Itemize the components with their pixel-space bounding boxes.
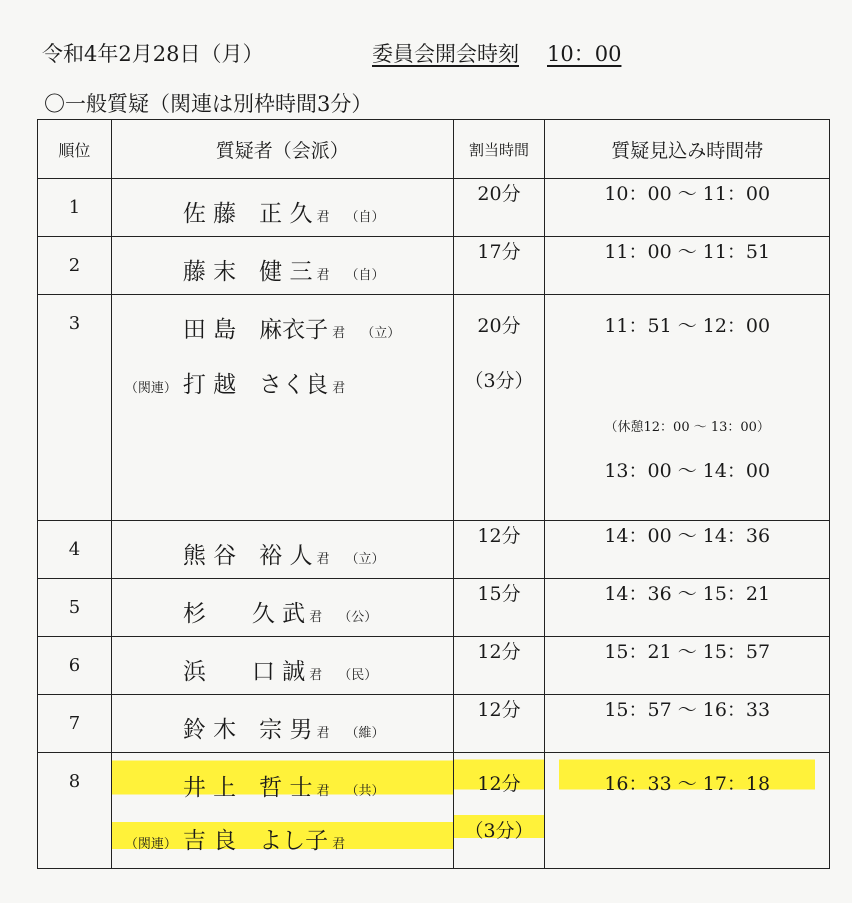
honorific: 君 <box>316 268 330 283</box>
rank: 4 <box>38 521 112 579</box>
rank: 6 <box>38 637 112 695</box>
allocated-time-cell <box>453 753 545 869</box>
party: （民） <box>338 668 378 683</box>
party: （立） <box>345 552 385 567</box>
header-rank: 順位 <box>38 120 112 179</box>
allocated-time: 20分 <box>453 179 545 237</box>
related-tag: （関連） <box>124 381 177 396</box>
header-allocated-time: 割当時間 <box>453 120 545 179</box>
honorific: 君 <box>309 668 323 683</box>
table-header-row <box>38 120 830 179</box>
questioner-name: 藤 末 健 三 <box>182 259 313 285</box>
honorific: 君 <box>316 552 330 567</box>
related-questioner-name: 吉 良 よし子 <box>182 828 329 854</box>
highlighted-line <box>112 753 453 802</box>
questioner-cell <box>111 179 453 237</box>
questioner-cell <box>111 753 453 869</box>
questioner-name: 田 島 麻衣子 <box>182 317 329 343</box>
header-questioner: 質疑者（会派） <box>111 120 453 179</box>
allocated-time: 12分 <box>454 753 545 796</box>
honorific: 君 <box>332 326 346 341</box>
table-row <box>38 295 830 521</box>
table-row <box>38 237 830 295</box>
allocated-time: 12分 <box>453 521 545 579</box>
party: （維） <box>345 726 385 741</box>
rank: 5 <box>38 579 112 637</box>
questioner-name: 井 上 哲 士 <box>182 775 313 801</box>
questioner-name: 熊 谷 裕 人 <box>182 543 313 569</box>
time-slot: 10：00 ～ 11：00 <box>545 179 830 237</box>
start-label: 委員会開会時刻 <box>372 42 519 66</box>
questioner-cell <box>111 695 453 753</box>
header-time-slot: 質疑見込み時間帯 <box>545 120 830 179</box>
header-date: 令和4年2月28日（月） <box>42 42 264 66</box>
related-questioner-name: 打 越 さく良 <box>182 372 329 398</box>
related-allocated-time: （3分） <box>454 810 545 843</box>
allocated-time-cell <box>453 295 545 521</box>
table-row <box>38 695 830 753</box>
honorific: 君 <box>316 726 330 741</box>
party: （自） <box>345 210 385 225</box>
rank: 1 <box>38 179 112 237</box>
time-slot: 14：36 ～ 15：21 <box>545 579 830 637</box>
questioner-cell <box>111 637 453 695</box>
party: （立） <box>361 326 401 341</box>
header-start <box>372 38 621 68</box>
questioner-cell <box>111 237 453 295</box>
time-slot-cell <box>545 295 830 521</box>
time-slot: 14：00 ～ 14：36 <box>545 521 830 579</box>
questioner-name: 佐 藤 正 久 <box>182 201 313 227</box>
start-time: 10：00 <box>547 42 622 66</box>
honorific: 君 <box>316 784 330 799</box>
rank: 7 <box>38 695 112 753</box>
schedule-table <box>37 119 830 869</box>
allocated-time: 12分 <box>453 637 545 695</box>
questioner-name: 鈴 木 宗 男 <box>182 717 313 743</box>
time-slot: 15：57 ～ 16：33 <box>545 695 830 753</box>
time-slot: 15：21 ～ 15：57 <box>545 637 830 695</box>
time-slot-2: 13：00 ～ 14：00 <box>604 460 771 482</box>
allocated-time: 17分 <box>453 237 545 295</box>
honorific: 君 <box>332 381 346 396</box>
time-slot: 11：51 ～ 12：00 <box>604 315 771 337</box>
questioner-cell <box>111 579 453 637</box>
related-tag: （関連） <box>124 837 177 852</box>
honorific: 君 <box>309 610 323 625</box>
section-title: 〇一般質疑（関連は別枠時間3分） <box>44 92 373 116</box>
rank: 3 <box>38 295 112 521</box>
party: （共） <box>345 784 385 799</box>
table-row <box>38 521 830 579</box>
questioner-cell <box>111 521 453 579</box>
time-slot-cell <box>545 753 830 869</box>
questioner-name: 浜 口 誠 <box>182 659 306 685</box>
table-row <box>38 179 830 237</box>
related-allocated-time: （3分） <box>464 370 534 392</box>
allocated-time: 20分 <box>477 315 521 337</box>
table-row <box>38 753 830 869</box>
allocated-time: 12分 <box>453 695 545 753</box>
highlighted-line <box>112 816 453 855</box>
rank: 8 <box>38 753 112 869</box>
allocated-time: 15分 <box>453 579 545 637</box>
break-note: （休憩12：00 ～ 13：00） <box>604 420 770 435</box>
rank: 2 <box>38 237 112 295</box>
table-row <box>38 579 830 637</box>
time-slot: 11：00 ～ 11：51 <box>545 237 830 295</box>
time-slot: 16：33 ～ 17：18 <box>559 753 815 796</box>
questioner-cell <box>111 295 453 521</box>
questioner-name: 杉 久 武 <box>182 601 306 627</box>
honorific: 君 <box>316 210 330 225</box>
honorific: 君 <box>332 837 346 852</box>
party: （公） <box>338 610 378 625</box>
table-row <box>38 637 830 695</box>
party: （自） <box>345 268 385 283</box>
